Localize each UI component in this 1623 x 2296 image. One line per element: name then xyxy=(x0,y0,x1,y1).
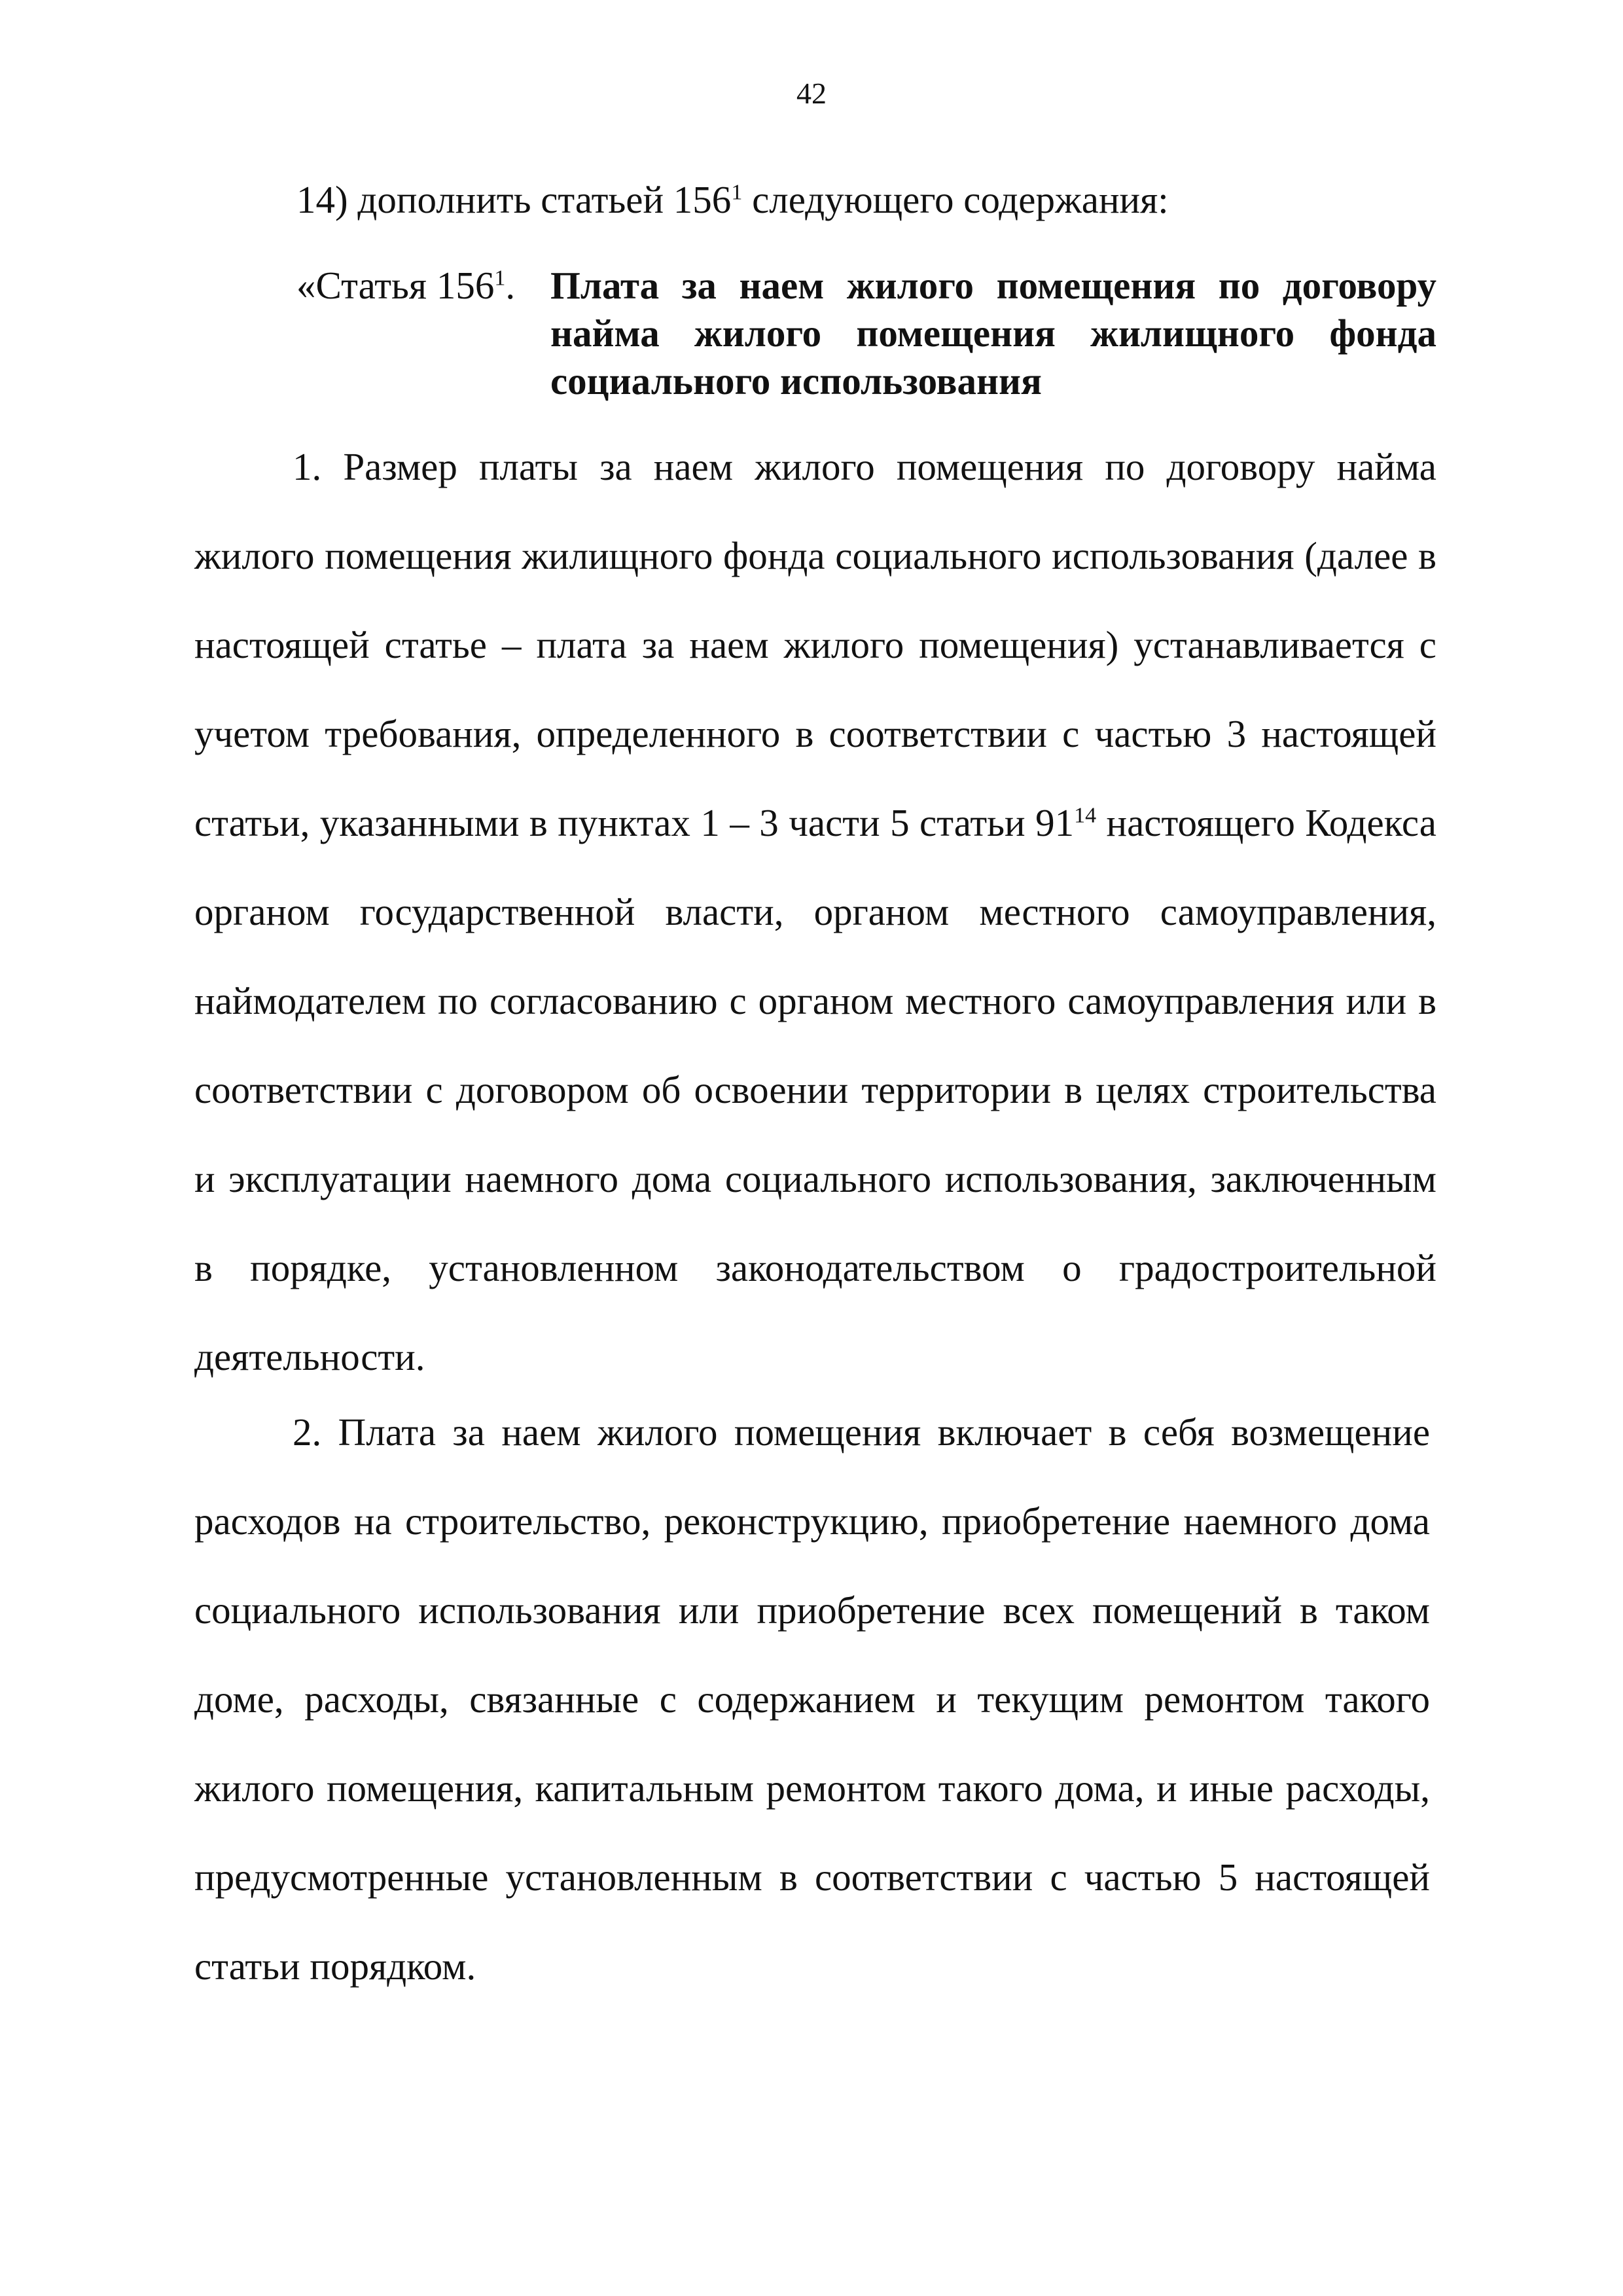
amendment-superscript: 1 xyxy=(731,180,743,205)
article-label-period: . xyxy=(505,264,516,307)
paragraph-1-text: 1. Размер платы за наем жилого помещения по договору найма жилого помещения жилищного фонда социального использования (далее в настоящей статье – плата за наем жилого помещения) устанавливается с учетом требования, определенного в соответствии с частью 3 настоящей статьи, указанными в пунктах 1 – 3 части 5 статьи 91 xyxy=(194,445,1436,844)
paragraph-1 xyxy=(194,422,1436,1401)
amendment-text-tail: следующего содержания: xyxy=(742,178,1169,221)
paragraph-1-superscript: 14 xyxy=(1074,803,1097,828)
article-label-text: «Статья 156 xyxy=(296,264,495,307)
amendment-text: 14) дополнить статьей 156 xyxy=(296,178,732,221)
article-heading xyxy=(296,262,1436,405)
article-label-superscript: 1 xyxy=(494,266,506,291)
amendment-instruction xyxy=(296,177,1169,223)
article-title: Плата за наем жилого помещения по договору найма жилого помещения жилищного фонда социального использования xyxy=(550,264,1436,403)
page-number: 42 xyxy=(796,77,827,110)
paragraph-2: 2. Плата за наем жилого помещения включает в себя возмещение расходов на строительство, реконструкцию, приобретение наемного дома социального использования или приобретение всех помещений в таком доме, расходы, связанные с содержанием и текущим ремонтом такого жилого помещения, капитальным ремонтом такого дома, и иные расходы, предусмотренные установленным в соответствии с частью 5 настоящей статьи порядком. xyxy=(194,1410,1430,1988)
paragraph-1-text-tail: настоящего Кодекса органом государственной власти, органом местного самоуправления, наймодателем по согласованию с органом местного самоуправления или в соответствии с договором об освоении территории в целях строительства и эксплуатации наемного дома социального использования, заключенным в порядке, установленном законодательством о градостроительной деятельности. xyxy=(194,801,1436,1378)
article-label xyxy=(296,262,515,310)
